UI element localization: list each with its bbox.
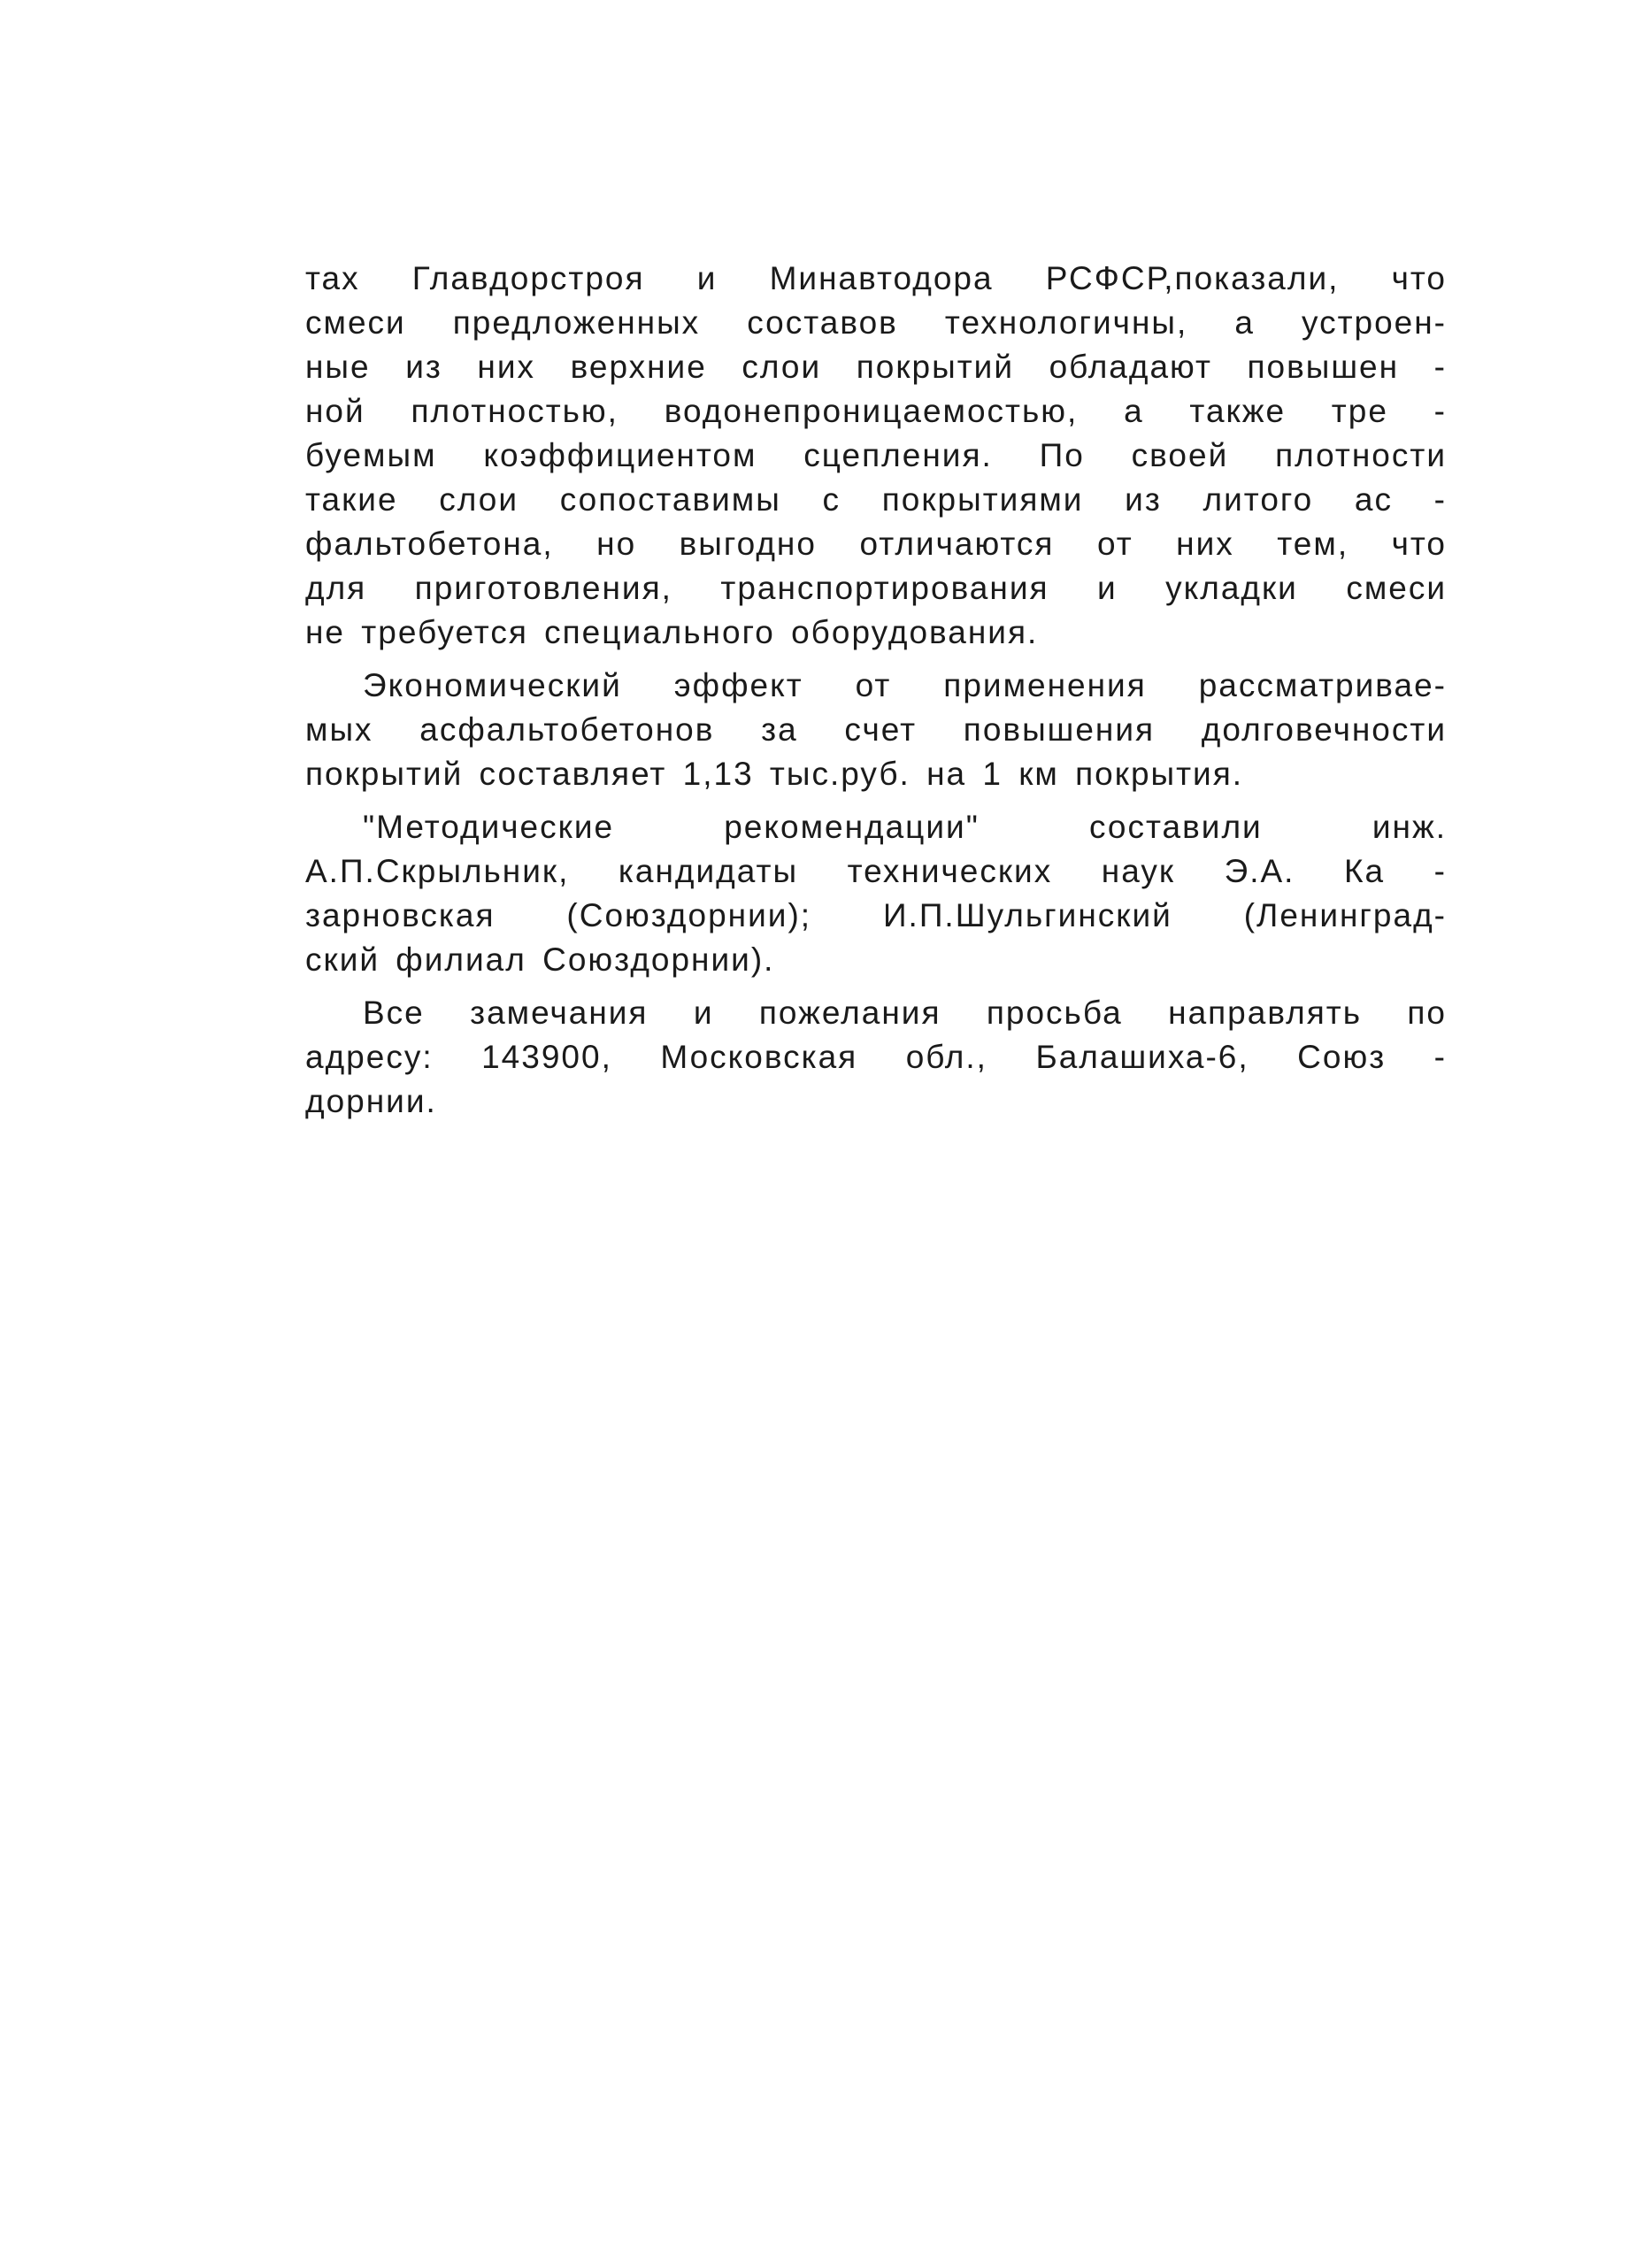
- text-line: такие слои сопоставимы с покрытиями из литого ас -: [305, 481, 1447, 518]
- paragraph-gap: [305, 982, 1447, 991]
- text-line: А.П.Скрыльник, кандидаты технических наук Э.А. Ка -: [305, 853, 1447, 889]
- text-line: смеси предложенных составов технологичны, а устроен-: [305, 304, 1447, 341]
- text-line: дорнии.: [305, 1083, 437, 1119]
- text-line: буемым коэффициентом сцепления. По своей плотности: [305, 437, 1447, 473]
- text-line: для приготовления, транспортирования и укладки смеси: [305, 570, 1447, 606]
- text-line: ной плотностью, водонепроницаемостью, а также тре -: [305, 393, 1447, 429]
- paragraph-1: [305, 257, 1447, 655]
- text-line: ные из них верхние слои покрытий обладают повышен -: [305, 349, 1447, 385]
- paragraph-gap: [305, 796, 1447, 805]
- paragraph-gap: [305, 655, 1447, 664]
- text-line: фальтобетона, но выгодно отличаются от них тем, что: [305, 526, 1447, 562]
- paragraph-3: [305, 805, 1447, 982]
- text-line: адресу: 143900, Московская обл., Балашиха-6, Союз -: [305, 1039, 1447, 1075]
- paragraph-2: [305, 664, 1447, 796]
- text-line: ский филиал Союздорнии).: [305, 941, 775, 978]
- text-line: тах Главдорстроя и Минавтодора РСФСР,показали, что: [305, 260, 1447, 296]
- body-text: [305, 257, 1447, 1124]
- text-line: Экономический эффект от применения рассматривае-: [363, 667, 1447, 703]
- paragraph-4: [305, 991, 1447, 1124]
- text-line: зарновская (Союздорнии); И.П.Шульгинский (Ленинград-: [305, 897, 1447, 933]
- text-line: покрытий составляет 1,13 тыс.руб. на 1 км покрытия.: [305, 756, 1244, 792]
- text-line: Все замечания и пожелания просьба направлять по: [363, 995, 1447, 1031]
- text-line: не требуется специального оборудования.: [305, 614, 1039, 650]
- text-line: мых асфальтобетонов за счет повышения долговечности: [305, 711, 1447, 748]
- text-line: "Методические рекомендации" составили инж.: [363, 809, 1447, 845]
